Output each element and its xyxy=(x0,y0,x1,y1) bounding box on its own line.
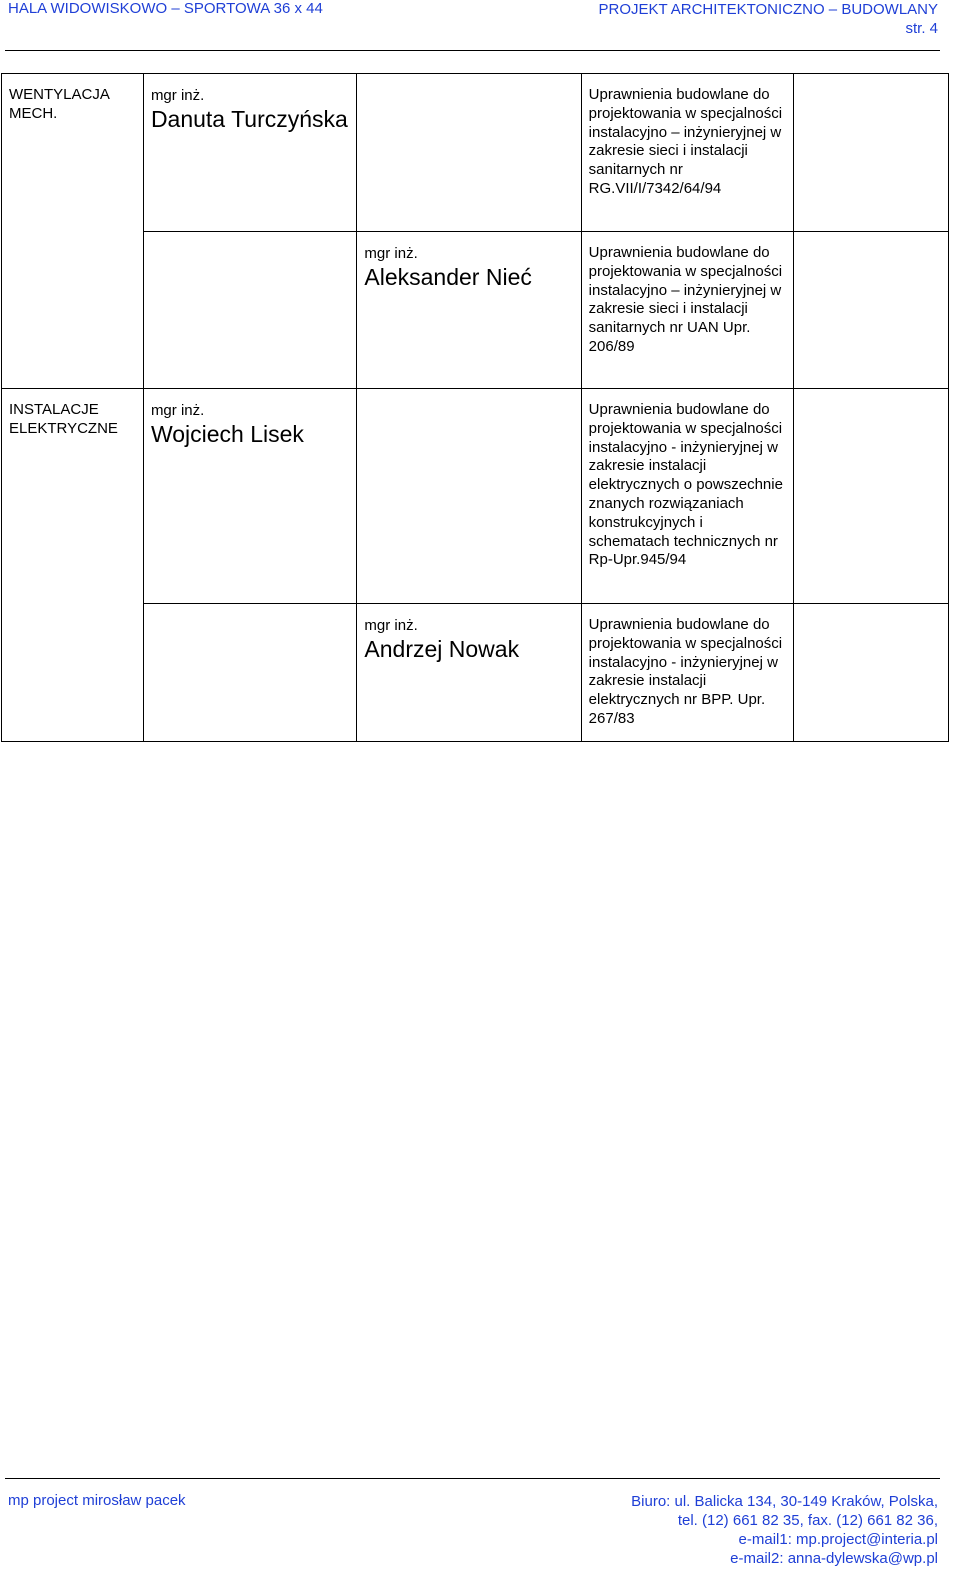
designers-table xyxy=(1,73,949,742)
page-header xyxy=(0,0,960,56)
footer-company: mp project mirosław pacek xyxy=(8,1492,186,1509)
person-cell xyxy=(357,232,581,389)
header-right-title: PROJEKT ARCHITEKTONICZNO – BUDOWLANY xyxy=(598,1,938,18)
permission-cell xyxy=(581,389,793,604)
empty-cell xyxy=(794,232,949,389)
empty-cell xyxy=(143,604,356,742)
footer-phone: tel. (12) 661 82 35, fax. (12) 661 82 36, xyxy=(677,1512,938,1529)
person-name: Aleksander Nieć xyxy=(364,264,532,290)
footer-email2: e-mail2: anna-dylewska@wp.pl xyxy=(730,1550,938,1567)
empty-cell xyxy=(794,389,949,604)
page-number: str. 4 xyxy=(905,20,938,37)
footer-email1: e-mail1: mp.project@interia.pl xyxy=(738,1531,938,1548)
table-row xyxy=(2,232,949,389)
person-cell xyxy=(143,389,356,604)
empty-cell xyxy=(357,74,581,232)
person-title: mgr inż. xyxy=(150,402,205,419)
category-label: INSTALACJE ELEKTRYCZNE xyxy=(9,401,118,437)
header-left-title: HALA WIDOWISKOWO – SPORTOWA 36 x 44 xyxy=(8,0,323,17)
person-cell xyxy=(357,604,581,742)
person-title: mgr inż. xyxy=(150,87,205,104)
permission-text: Uprawnienia budowlane do projektowania w specjalności instalacyjno - inżynieryjnej w zakresie instalacji elektrycznych o powszechnie znanych rozwiązaniach konstrukcyjnych i schematach technicznych nr Rp-Upr.945/94 xyxy=(588,401,783,569)
category-label: WENTYLACJA MECH. xyxy=(9,86,110,122)
empty-cell xyxy=(357,389,581,604)
person-title: mgr inż. xyxy=(364,617,418,634)
person-name: Wojciech Lisek xyxy=(150,421,304,447)
permission-cell xyxy=(581,74,793,232)
person-name: Danuta Turczyńska xyxy=(150,106,348,132)
permission-text: Uprawnienia budowlane do projektowania w specjalności instalacyjno – inżynieryjnej w zakresie sieci i instalacji sanitarnych nr RG.VII/I/7342/64/94 xyxy=(588,86,783,197)
table-row xyxy=(2,604,949,742)
header-right-block xyxy=(599,0,939,38)
person-title: mgr inż. xyxy=(364,245,418,262)
person-cell xyxy=(143,74,356,232)
footer-divider xyxy=(5,1478,940,1479)
table-row xyxy=(2,389,949,604)
empty-cell xyxy=(794,74,949,232)
footer-contact xyxy=(631,1492,938,1568)
header-divider xyxy=(5,50,940,51)
permission-text: Uprawnienia budowlane do projektowania w specjalności instalacyjno – inżynieryjnej w zakresie sieci i instalacji sanitarnych nr UAN Upr. 206/89 xyxy=(588,244,783,355)
empty-cell xyxy=(794,604,949,742)
table-row xyxy=(2,74,949,232)
person-name: Andrzej Nowak xyxy=(364,636,520,662)
permission-cell xyxy=(581,604,793,742)
footer-address: Biuro: ul. Balicka 134, 30-149 Kraków, Polska, xyxy=(631,1493,938,1510)
category-cell xyxy=(2,389,144,742)
category-cell xyxy=(2,74,144,389)
permission-text: Uprawnienia budowlane do projektowania w specjalności instalacyjno - inżynieryjnej w zakresie instalacji elektrycznych nr BPP. Upr. 267/83 xyxy=(588,616,783,727)
permission-cell xyxy=(581,232,793,389)
empty-cell xyxy=(143,232,356,389)
